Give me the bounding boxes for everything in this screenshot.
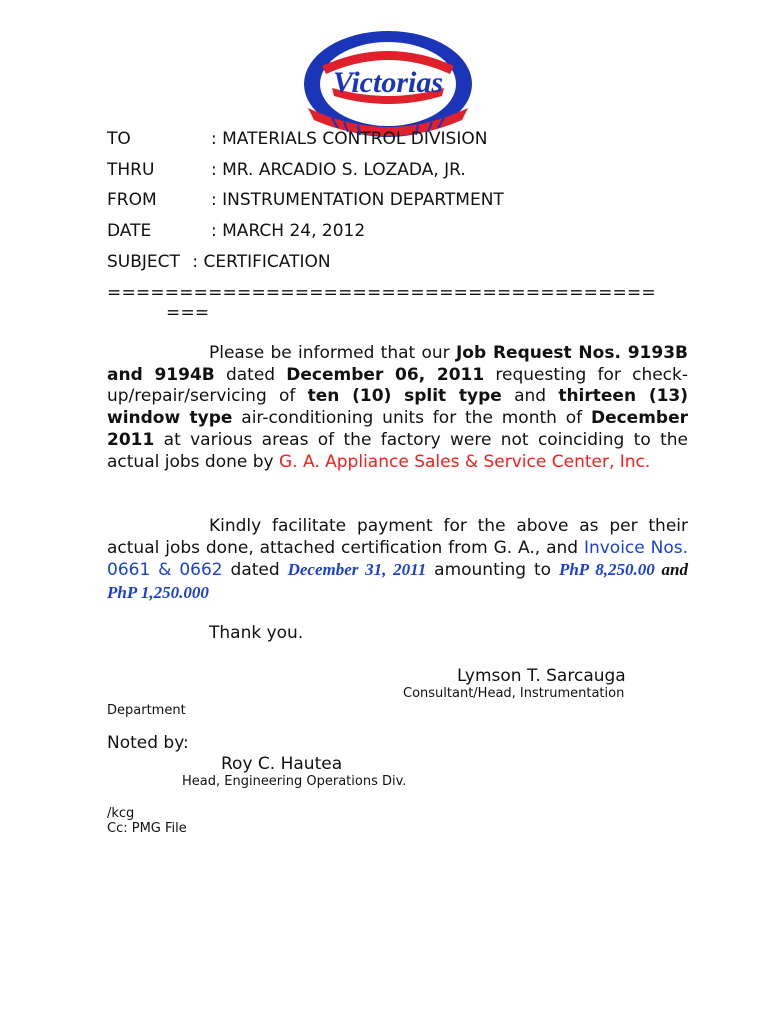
- header-from: FROM : INSTRUMENTATION DEPARTMENT: [107, 190, 504, 210]
- separator-line: ======================================: [107, 283, 656, 303]
- noted-name: Roy C. Hautea: [221, 754, 343, 774]
- closing-thanks: Thank you.: [209, 623, 304, 643]
- vendor-name: G. A. Appliance Sales & Service Center, Inc.: [279, 451, 651, 472]
- header-date: DATE : MARCH 24, 2012: [107, 221, 366, 241]
- header-subject: SUBJECT : CERTIFICATION: [107, 252, 331, 272]
- cc-line: Cc: PMG File: [107, 821, 187, 836]
- separator-line-wrap: ===: [166, 303, 210, 323]
- noted-by-label: Noted by:: [107, 733, 189, 753]
- signatory-title: Consultant/Head, Instrumentation: [403, 686, 625, 701]
- header-to: TO : MATERIALS CONTROL DIVISION: [107, 129, 488, 149]
- header-thru: THRU : MR. ARCADIO S. LOZADA, JR.: [107, 160, 466, 180]
- signatory-name: Lymson T. Sarcauga: [457, 666, 626, 686]
- body-paragraph-1: Please be informed that our Job Request Nos. 9193B and 9194B dated December 06, 2011 requesting for check-up/repair/servicing of ten (10) split type and thirteen (13) window type air-conditioning units for the month of December 2011 at various areas of the factory were not coinciding to the actual jobs done by G. A. Appliance Sales & Service Center, Inc.: [107, 343, 689, 472]
- invoice-numbers: Invoice Nos. 0661 & 0662: [107, 537, 688, 581]
- noted-title: Head, Engineering Operations Div.: [182, 774, 407, 789]
- logo-text: Victorias: [332, 66, 444, 99]
- typist-initials: /kcg: [107, 806, 135, 821]
- body-paragraph-2: Kindly facilitate payment for the above as per their actual jobs done, attached certification from G. A., and Invoice Nos. 0661 & 0662 dated December 31, 2011 amounting to PhP 8,250.00 and PhP 1,250.000: [107, 516, 689, 603]
- signatory-title-wrap: Department: [107, 703, 186, 718]
- victorias-logo: [302, 30, 474, 142]
